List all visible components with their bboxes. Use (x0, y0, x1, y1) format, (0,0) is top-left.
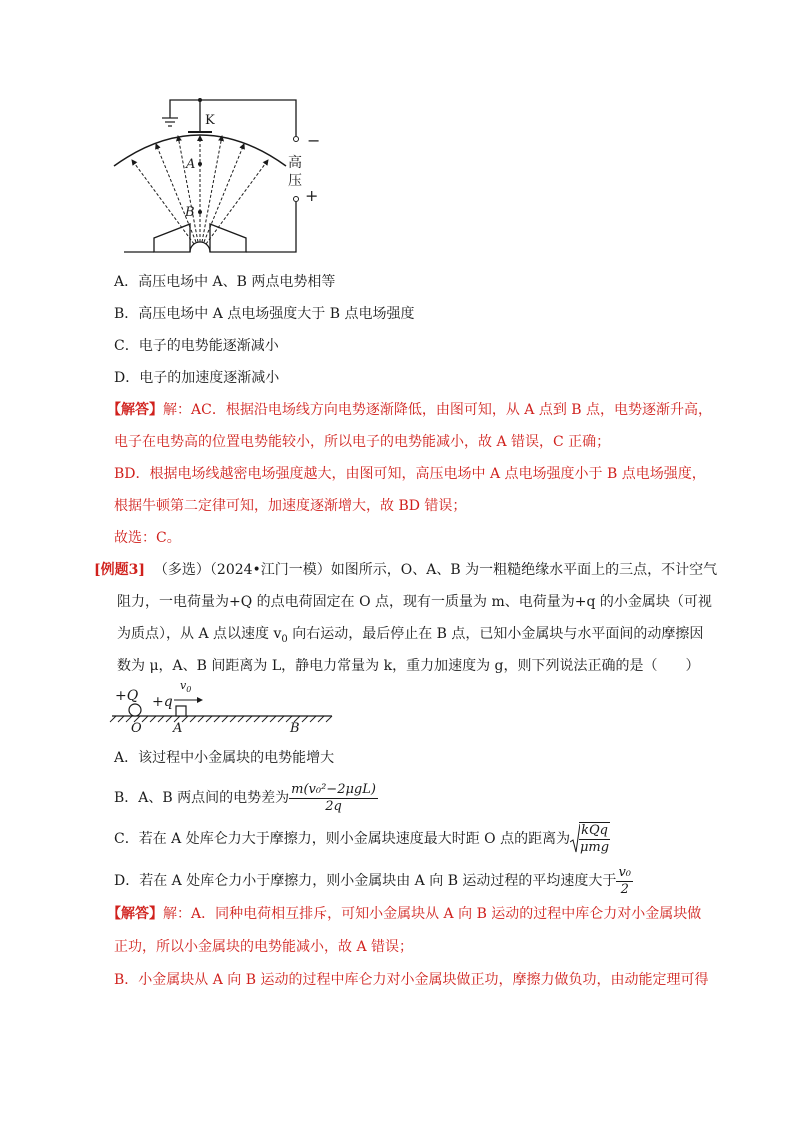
label-high-2: 压 (288, 173, 302, 189)
q1-option-b: B．高压电场中 A 点电场强度大于 B 点电场强度 (114, 306, 415, 322)
bottom-electrode-left (154, 224, 190, 252)
high-voltage-field-diagram (110, 92, 340, 262)
q3-line2: 阻力，一电荷量为+Q 的点电荷固定在 O 点，现有一质量为 m、电荷量为+q 的小金属块（可视 (117, 594, 712, 610)
q1-answer-line4: 根据牛顿第二定律可知，加速度逐渐增大，故 BD 错误； (114, 498, 467, 514)
fraction-avg-velocity: $\frac{\text{v₀}}{2}$ (618, 864, 631, 897)
top-wire (170, 100, 296, 136)
right-wire (246, 202, 296, 252)
answer-tag: 【解答】 (107, 906, 163, 922)
sqrt-expression: $\frac{\text{kQq}}{\text{μmg}}$ (570, 822, 610, 856)
label-plus-big-q: +Q (115, 688, 139, 704)
label-point-b: B (185, 205, 195, 220)
label-point-a: A (186, 157, 196, 172)
q3-line1: [例题3] （多选）（2024•江门一模）如图所示，O、A、B 为一粗糙绝缘水平面上的三点，不计空气 (94, 562, 718, 578)
label-plus-small-q: +q (152, 694, 173, 710)
label-k: K (205, 113, 215, 128)
answer-tag: 【解答】 (107, 402, 163, 418)
q3-line3: 为质点），从 A 点以速度 $v_0$ 向右运动，最后停止在 B 点，已知小金属块与水平面间的动摩擦因 (117, 626, 704, 645)
q3-option-c: C．若在 A 处库仑力大于摩擦力，则小金属块速度最大时距 O 点的距离为 $\frac{\text{kQq}}{\text{μmg}}$ (114, 823, 610, 855)
q1-option-a: A．高压电场中 A、B 两点电势相等 (114, 274, 336, 290)
q1-answer-line1: 【解答】解：AC．根据沿电场线方向电势逐渐降低，由图可知，从 A 点到 B 点，电势逐渐升高， (107, 402, 713, 418)
q3-answer-line1: 【解答】解：A．同种电荷相互排斥，可知小金属块从 A 向 B 运动的过程中库仑力对小金属块做 (107, 906, 702, 922)
example-tag: [例题3] (94, 562, 145, 578)
label-high-1: 高 (288, 155, 302, 171)
ground-icon (162, 116, 178, 126)
label-minus: − (307, 131, 321, 150)
horizontal-plane-diagram (108, 678, 338, 738)
q1-answer-line2: 电子在电势高的位置电势能较小，所以电子的电势能减小，故 A 错误，C 正确； (114, 434, 611, 450)
q3-answer-line3: B．小金属块从 A 向 B 运动的过程中库仑力对小金属块做正功，摩擦力做负功，由动能定理可得 (114, 972, 709, 988)
label-plus: + (305, 186, 319, 205)
label-a: A (173, 721, 183, 736)
bottom-electrode-right (210, 224, 246, 252)
q3-option-b: B．A、B 两点间的电势差为 $\frac{\text{m(v₀²−2μgL)}}{2q}$ (114, 781, 376, 814)
label-v0: $v_0$ (180, 679, 192, 695)
q1-option-d: D．电子的加速度逐渐减小 (114, 370, 280, 386)
label-b: B (290, 721, 300, 736)
q3-line4: 数为 μ，A、B 间距离为 L，静电力常量为 k，重力加速度为 g，则下列说法正确的是（ ） (117, 658, 700, 674)
point-charge-sphere (129, 704, 141, 716)
q1-option-c: C．电子的电势能逐渐减小 (114, 338, 279, 354)
label-o: O (131, 721, 142, 736)
q3-option-a: A．该过程中小金属块的电势能增大 (114, 750, 335, 766)
q1-answer-line5: 故选：C。 (114, 530, 181, 546)
q1-answer-line3: BD．根据电场线越密电场强度越大，由图可知，高压电场中 A 点电场强度小于 B 点电场强度， (114, 466, 706, 482)
q3-option-d: D．若在 A 处库仑力小于摩擦力，则小金属块由 A 向 B 运动过程的平均速度大于 $\frac{\text{v₀}}{2}$ (114, 864, 631, 897)
fraction-potential-diff: $\frac{\text{m(v₀²−2μgL)}}{2q}$ (291, 781, 376, 814)
metal-block (176, 706, 186, 716)
q3-answer-line2: 正功，所以小金属块的电势能减小，故 A 错误； (114, 939, 414, 955)
